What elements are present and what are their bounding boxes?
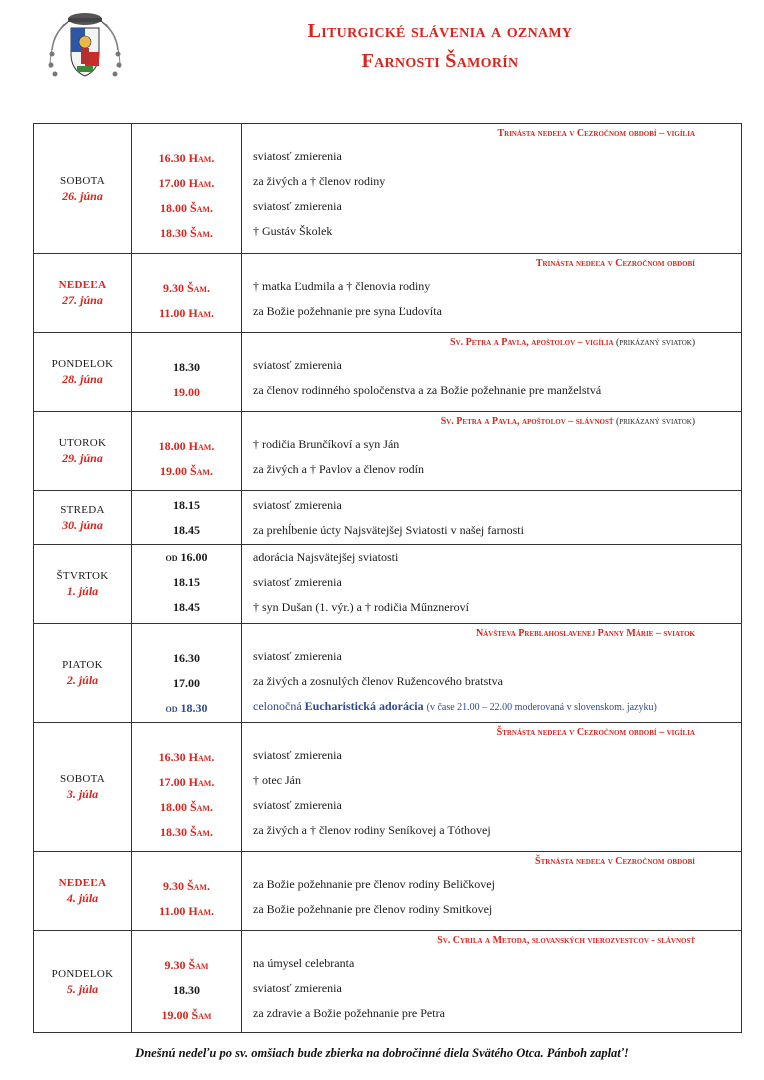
intention-text: † Gustáv Školek	[253, 224, 333, 238]
intention-text: za živých a † členov rodiny	[253, 174, 386, 188]
intention-cell	[242, 491, 742, 545]
time-entry: od 16.00	[165, 550, 208, 564]
intention-text: za živých a † členov rodiny Seníkovej a Tóthovej	[253, 823, 491, 837]
time-cell	[132, 545, 242, 624]
time-entry: 11.00 Ham.	[158, 904, 214, 918]
time-entry: 18.45	[173, 600, 200, 614]
intention-cell	[242, 124, 742, 254]
time-cell	[132, 852, 242, 931]
feast-title: Návšteva Preblahoslavenej Panny Márie – sviatok	[476, 628, 695, 639]
intention-cell	[242, 931, 742, 1033]
intention-cell	[242, 723, 742, 852]
feast-note: (prikázaný sviatok)	[616, 417, 695, 427]
day-row	[34, 852, 742, 931]
time-entry: 16.30	[173, 651, 200, 665]
liturgy-schedule-table	[33, 123, 742, 1033]
time-cell	[132, 124, 242, 254]
time-entry: 18.30	[173, 360, 200, 374]
time-cell	[132, 254, 242, 333]
day-date: 5. júla	[66, 981, 99, 996]
day-name: SOBOTA	[60, 174, 105, 187]
time-entry: 17.00 Ham.	[158, 176, 215, 190]
day-row	[34, 545, 742, 624]
intention-text: † otec Ján	[253, 773, 301, 787]
feast-title: Sv. Petra a Pavla, apoštolov – slávnosť (prikázaný sviatok)	[440, 416, 695, 427]
intention-text: † rodičia Brunčíkoví a syn Ján	[253, 437, 400, 451]
feast-title: Trinásta nedeľa v Cezročnom období	[535, 258, 695, 269]
feast-note: (prikázaný sviatok)	[616, 338, 695, 348]
page-subtitle: Farnosti Šamorín	[361, 50, 519, 72]
time-entry: 9.30 Šam.	[162, 281, 210, 295]
intention-text: za zdravie a Božie požehnanie pre Petra	[253, 1006, 445, 1020]
time-entry: 18.30	[173, 983, 200, 997]
day-cell	[34, 124, 132, 254]
day-cell	[34, 931, 132, 1033]
intention-text: za Božie požehnanie pre členov rodiny Smitkovej	[253, 902, 493, 916]
day-cell	[34, 624, 132, 723]
feast-title: Trinásta nedeľa v Cezročnom období – vigília	[497, 128, 695, 139]
intention-text: sviatosť zmierenia	[253, 498, 342, 512]
day-name: STREDA	[60, 503, 105, 516]
time-entry: od 18.30	[165, 701, 208, 715]
intention-cell	[242, 624, 742, 723]
day-name: UTOROK	[58, 437, 107, 449]
day-date: 27. júna	[62, 293, 103, 307]
day-row	[34, 723, 742, 852]
time-entry: 18.45	[173, 523, 200, 537]
collection-announcement: Dnešnú nedeľu po sv. omšiach bude zbierka na dobročinné diela Svätého Otca. Pánboh zaplať!	[135, 1046, 629, 1060]
day-cell	[34, 333, 132, 412]
day-row	[34, 254, 742, 333]
day-name: PIATOK	[62, 659, 103, 671]
day-name: SOBOTA	[60, 773, 105, 785]
day-cell	[34, 545, 132, 624]
intention-cell	[242, 333, 742, 412]
intention-text: za Božie požehnanie pre členov rodiny Beličkovej	[253, 877, 495, 891]
intention-text: za živých a zosnulých členov Ružencového bratstva	[253, 674, 503, 688]
intention-cell	[242, 412, 742, 491]
day-date: 2. júla	[66, 673, 99, 687]
time-entry: 19.00 Šam.	[159, 464, 213, 478]
intention-text: za živých a † Pavlov a členov rodín	[253, 462, 424, 476]
time-entry: 11.00 Ham.	[158, 306, 214, 320]
page-title: Liturgické slávenia a oznamy	[307, 20, 573, 42]
feast-title: Štrnásta nedeľa v Cezročnom období	[535, 856, 695, 867]
time-entry: 18.00 Šam.	[159, 201, 213, 215]
time-cell	[132, 333, 242, 412]
day-name: NEDEĽA	[58, 279, 107, 291]
intention-text: za členov rodinného spoločenstva a za Božie požehnanie pre manželstvá	[253, 383, 602, 397]
time-entry: 18.30 Šam.	[159, 825, 213, 839]
intention-text: adorácia Najsvätejšej sviatosti	[253, 550, 399, 564]
time-cell	[132, 491, 242, 545]
day-date: 4. júla	[66, 891, 99, 905]
intention-text: sviatosť zmierenia	[253, 575, 342, 589]
day-date: 28. júna	[62, 372, 103, 386]
day-row	[34, 624, 742, 723]
time-entry: 19.00 Šam	[161, 1008, 212, 1022]
intention-text: za prehĺbenie úcty Najsvätejšej Sviatosti v našej farnosti	[253, 523, 524, 537]
time-entry: 16.30 Ham.	[158, 151, 215, 165]
time-cell	[132, 931, 242, 1033]
feast-title: Štrnásta nedeľa v Cezročnom období – vigília	[496, 727, 695, 738]
intention-text: sviatosť zmierenia	[253, 649, 342, 663]
time-entry: 18.15	[173, 575, 200, 589]
time-entry: 17.00	[173, 676, 200, 690]
feast-title: Sv. Petra a Pavla, apoštolov – vigília (prikázaný sviatok)	[450, 337, 695, 348]
day-date: 3. júla	[66, 787, 99, 801]
intention-text: † matka Ľudmila a † členovia rodiny	[253, 279, 431, 293]
intention-text: sviatosť zmierenia	[253, 981, 342, 995]
day-date: 30. júna	[62, 517, 103, 532]
time-entry: 18.30 Šam.	[159, 226, 213, 240]
day-row	[34, 333, 742, 412]
day-row	[34, 124, 742, 254]
time-entry: 19.00	[173, 385, 200, 399]
time-entry: 18.00 Šam.	[159, 800, 213, 814]
day-cell	[34, 852, 132, 931]
day-row	[34, 491, 742, 545]
intention-text: sviatosť zmierenia	[253, 149, 342, 163]
day-row	[34, 931, 742, 1033]
intention-text: sviatosť zmierenia	[253, 798, 342, 812]
intention-cell	[242, 545, 742, 624]
day-cell	[34, 254, 132, 333]
time-cell	[132, 412, 242, 491]
day-name: PONDELOK	[51, 358, 114, 370]
intention-text: sviatosť zmierenia	[253, 748, 342, 762]
time-entry: 18.00 Ham.	[158, 439, 215, 453]
day-cell	[34, 412, 132, 491]
time-cell	[132, 723, 242, 852]
day-name: ŠTVRTOK	[56, 570, 109, 582]
intention-cell	[242, 852, 742, 931]
day-name: PONDELOK	[51, 967, 114, 980]
parish-coat-of-arms	[44, 10, 126, 82]
intention-text: † syn Dušan (1. výr.) a † rodičia Műnzneroví	[253, 600, 469, 614]
intention-text: sviatosť zmierenia	[253, 358, 342, 372]
feast-title: Sv. Cyrila a Metoda, slovanských vierozvestcov - slávnosť	[437, 935, 695, 946]
time-entry: 18.15	[173, 498, 200, 512]
day-name: NEDEĽA	[58, 877, 107, 889]
intention-text: za Božie požehnanie pre syna Ľudovíta	[253, 304, 442, 318]
day-cell	[34, 723, 132, 852]
day-row	[34, 412, 742, 491]
adoration-text: celonočná Eucharistická adorácia (v čase 21.00 – 22.00 moderovaná v slovenskom. jazyku)	[253, 699, 657, 713]
time-entry: 9.30 Šam	[164, 958, 209, 972]
intention-cell	[242, 254, 742, 333]
intention-text: sviatosť zmierenia	[253, 199, 342, 213]
time-entry: 17.00 Ham.	[158, 775, 215, 789]
time-cell	[132, 624, 242, 723]
time-entry: 16.30 Ham.	[158, 750, 215, 764]
time-entry: 9.30 Šam.	[162, 879, 210, 893]
day-date: 29. júna	[62, 451, 103, 465]
day-cell	[34, 491, 132, 545]
day-date: 1. júla	[66, 584, 99, 598]
intention-text: na úmysel celebranta	[253, 956, 355, 970]
day-date: 26. júna	[62, 188, 103, 203]
